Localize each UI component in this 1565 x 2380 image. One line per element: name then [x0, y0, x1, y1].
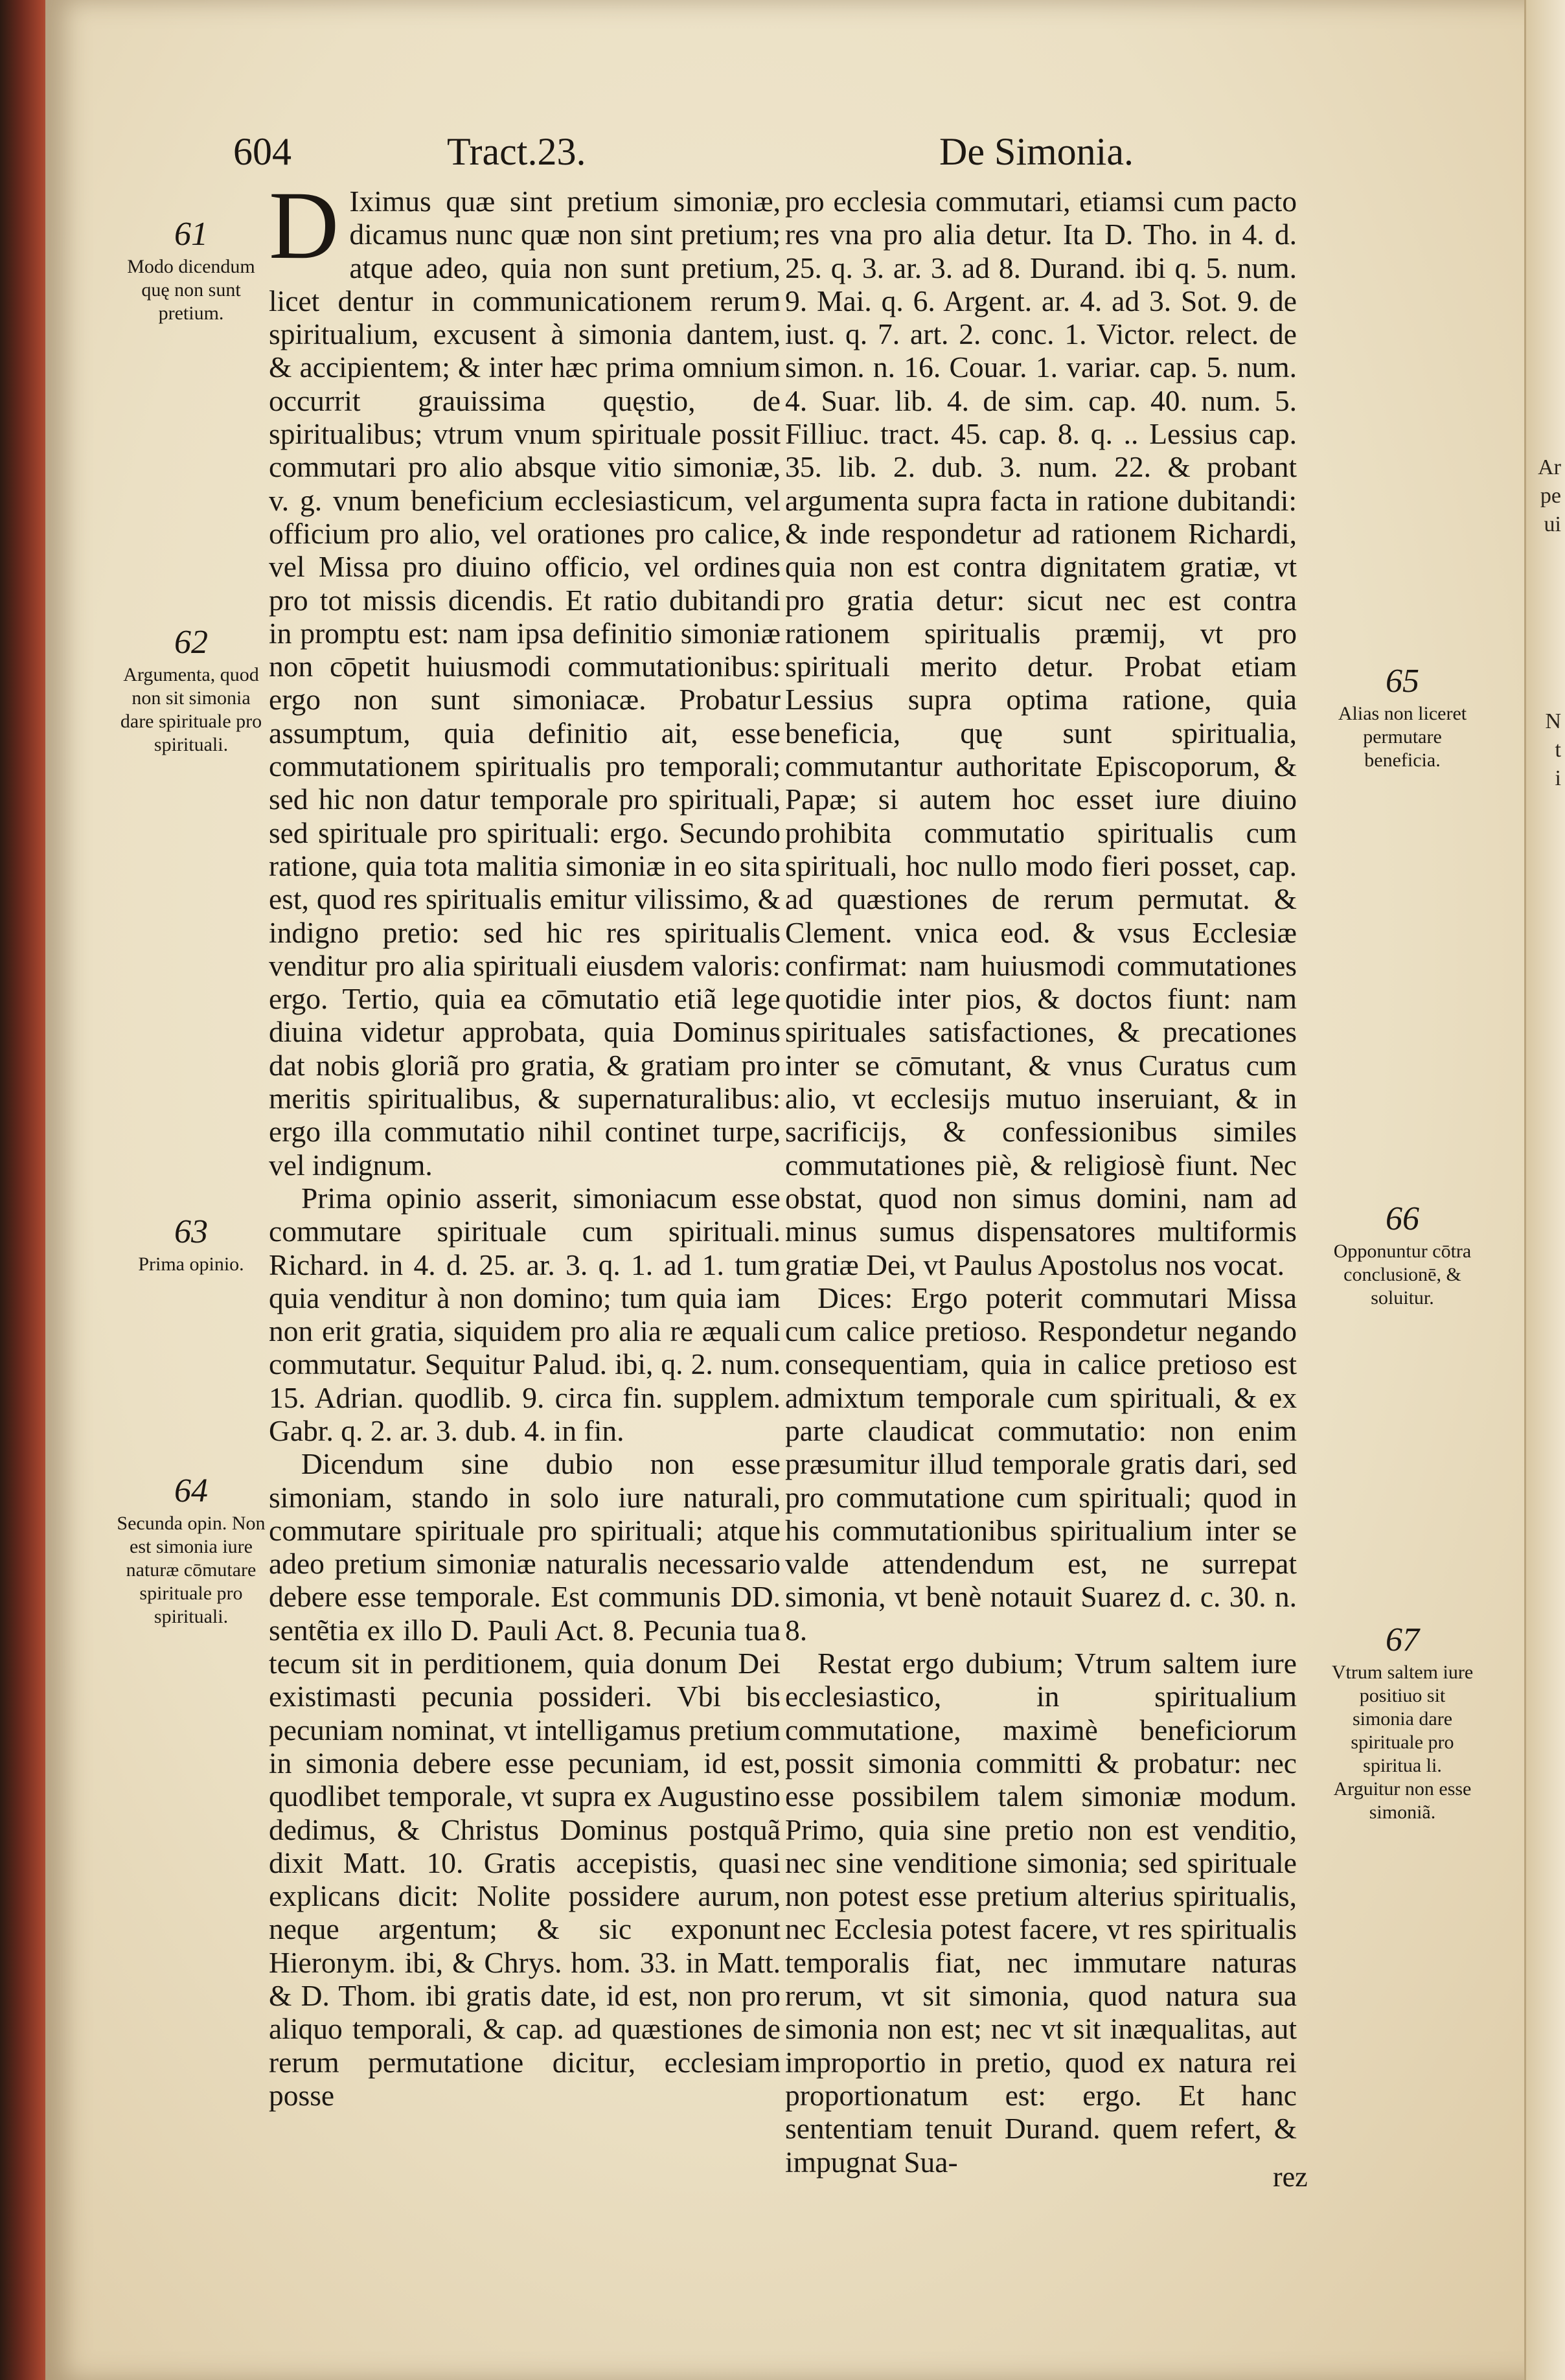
note-number: 64: [174, 1472, 208, 1509]
note-text: Alias non liceret permutare beneficia.: [1338, 703, 1467, 771]
paragraph: Dicendum sine dubio non esse simoniam, stando in solo iure naturali, commutare spirituale pro spirituali; atque adeo pretium simoniæ naturalis necessario debere esse temporale. Est communis DD. sentẽtia ex illo D. Pauli Act. 8. Pecunia tua tecum sit in perditionem, quia donum Dei existimasti pecunia possideri. Vbi bis pecuniam nominat, vt intelligamus pretium in simonia debere esse pecuniam, id est, quodlibet temporale, vt supra ex Augustino dedimus, & Christus Dominus postquã dixit Matt. 10. Gratis accepistis, quasi explicans dicit: Nolite possidere aurum, neque argentum; & sic exponunt Hieronym. ibi, & Chrys. hom. 33. in Matt. & D. Thom. ibi gratis date, id est, non pro aliquo temporali, & cap. ad quæstiones de rerum permutatione dicitur, ecclesiam posse: [269, 1447, 781, 2112]
note-number: 62: [174, 624, 208, 661]
note-text: Vtrum saltem iure positiuo sit simonia dare spirituale pro spiritua li.: [1331, 1662, 1474, 1776]
paragraph: D Iximus quæ sint pretium simoniæ, dicamus nunc quæ non sint pretium; atque adeo, quia non sunt pretium, licet dentur in communicationem rerum spiritualium, excusent à simonia dantem, & accipientem; & inter hæc prima omnium occurrit grauissima quęstio, de spiritualibus; vtrum vnum spirituale possit commutari pro alio absque vitio simoniæ, v. g. vnum beneficium ecclesiasticum, vel officium pro alio, vel orationes pro calice, vel Missa pro diuino officio, vel ordines pro tot missis dicendis. Et ratio dubitandi in promptu est: nam ipsa definitio simoniæ non cōpetit huiusmodi commutationibus: ergo non sunt simoniacæ. Probatur assumptum, quia definitio ait, esse commutationem spiritualis pro temporali; sed hic non datur temporale pro spirituali, sed spirituale pro spirituali: ergo. Secundo ratione, quia tota malitia simoniæ in eo sita est, quod res spiritualis emitur vilissimo, & indigno pretio: sed hic res spiritualis venditur pro alia spirituali eiusdem valoris: ergo. Tertio, quia ea cōmutatio etiã lege diuina videtur approbata, quia Dominus dat nobis gloriã pro gratia, & gratiam pro meritis spiritualibus, & supernaturalibus: ergo illa commutatio nihil continet turpe, vel indignum.: [269, 172, 781, 1182]
running-header: [233, 130, 1328, 181]
paragraph: Restat ergo dubium; Vtrum saltem iure ecclesiastico, in spiritualium commutatione, maximè beneficiorum possit simonia committi & probatur: nec esse possibilem talem simoniæ modum. Primo, quia sine pretio non est venditio, nec sine venditione simonia; sed spirituale non potest esse pretium alterius spiritualis, nec Ecclesia potest facere, vt res spiritualis temporalis fiat, nec immutare naturas rerum, vt sit simonia, quod natura sua simonia non est; nec vt sit inæqualitas, aut improportio in pretio, quod ex natura rei proportionatum est: ergo. Et hanc sententiam tenuit Durand. quem refert, & impugnat Sua-: [785, 1647, 1297, 2179]
margin-note: [1328, 1619, 1477, 1824]
paragraph: Dices: Ergo poterit commutari Missa cum calice pretioso. Respondetur negando consequentiam, quia in calice pretioso est admixtum temporale cum spirituali, & ex parte claudicat commutatio: non enim præsumitur illud temporale gratis dari, sed pro commutatione cum spirituali; quod in his commutationibus spiritualium inter se valde attendendum est, ne surrepat simonia, vt benè notauit Suarez d. c. 30. n. 8.: [785, 1281, 1297, 1647]
note-text: Argumenta, quod non sit simonia dare spirituale pro spirituali.: [120, 664, 262, 755]
edge-fragment: pe: [1540, 484, 1561, 508]
page-title: De Simonia.: [939, 130, 1134, 173]
margin-note: [113, 622, 269, 757]
text-column-right: [785, 185, 1297, 2179]
margin-note: [113, 1470, 269, 1629]
text-column-left: [269, 172, 781, 2112]
note-number: 61: [174, 216, 208, 253]
edge-fragment: ui: [1544, 512, 1561, 536]
note-text: Prima opinio.: [138, 1253, 244, 1275]
catchword: rez: [1273, 2161, 1308, 2193]
note-number: 67: [1386, 1621, 1419, 1658]
note-number: 63: [174, 1213, 208, 1250]
paragraph: pro ecclesia commutari, etiamsi cum pacto res vna pro alia detur. Ita D. Tho. in 4. d. 25. q. 3. ar. 3. ad 8. Durand. ibi q. 5. num. 9. Mai. q. 6. Argent. ar. 4. ad 3. Sot. 9. de iust. q. 7. art. 2. conc. 1. Victor. relect. de simon. n. 16. Couar. 1. variar. cap. 5. num. 4. Suar. lib. 4. de sim. cap. 40. num. 5. Filliuc. tract. 45. cap. 8. q. .. Lessius cap. 35. lib. 2. dub. 3. num. 22. & probant argumenta supra facta in ratione dubitandi: & inde respondetur ad rationem Richardi, quia non est contra dignitatem gratiæ, vt pro gratia detur: sicut nec est contra rationem spiritualis præmij, vt pro spirituali merito detur. Probat etiam Lessius supra optima ratione, quia beneficia, quę sunt spiritualia, commutantur authoritate Episcoporum, & Papæ; si autem hoc esset iure diuino prohibita commutatio spiritualis cum spirituali, hoc nullo modo fieri posset, cap. ad quæstiones de rerum permutat. & Clement. vnica eod. & vsus Ecclesiæ confirmat: nam huiusmodi commutationes quotidie inter pios, & doctos fiunt: nam spirituales satisfactiones, & precationes inter se cōmutant, & vnus Curatus cum alio, vt ecclesijs mutuo inseruiant, & in sacrificijs, & confessionibus similes commutationes piè, & religiosè fiunt. Nec obstat, quod non simus domini, nam ad minus sumus dispensatores multiformis gratiæ Dei, vt Paulus Apostolus nos vocat.: [785, 185, 1297, 1281]
edge-fragment: t: [1555, 738, 1561, 762]
margin-note: [1328, 1198, 1477, 1310]
edge-fragment: i: [1555, 766, 1561, 790]
paragraph: Prima opinio asserit, simoniacum esse commutare spirituale cum spirituali. Richard. in 4. d. 25. ar. 3. q. 1. ad 1. tum quia venditur à non domino; tum quia iam non erit gratia, siquidem pro alia re æquali commutatur. Sequitur Palud. ibi, q. 2. num. 15. Adrian. quodlib. 9. circa fin. supplem. Gabr. q. 2. ar. 3. dub. 4. in fin.: [269, 1181, 781, 1447]
next-page-edge: [1524, 0, 1565, 2380]
note-text: Secunda opin. Non est simonia iure naturæ cōmutare spirituale pro spirituali.: [117, 1513, 266, 1627]
edge-fragment: N: [1545, 709, 1561, 733]
margin-note: [113, 1211, 269, 1276]
page-number: 604: [233, 130, 291, 173]
margin-note: [1328, 661, 1477, 772]
note-text: Arguitur non esse simoniã.: [1333, 1778, 1472, 1823]
note-number: 65: [1386, 663, 1419, 700]
note-number: 66: [1386, 1200, 1419, 1237]
tract-label: Tract.23.: [447, 130, 586, 173]
drop-cap: D: [269, 172, 339, 279]
note-text: Modo dicendum quę non sunt pretium.: [127, 256, 255, 324]
note-text: Opponuntur cōtra conclusionē, & soluitur.: [1333, 1241, 1472, 1309]
margin-note: [113, 214, 269, 325]
edge-fragment: Ar: [1538, 455, 1561, 479]
